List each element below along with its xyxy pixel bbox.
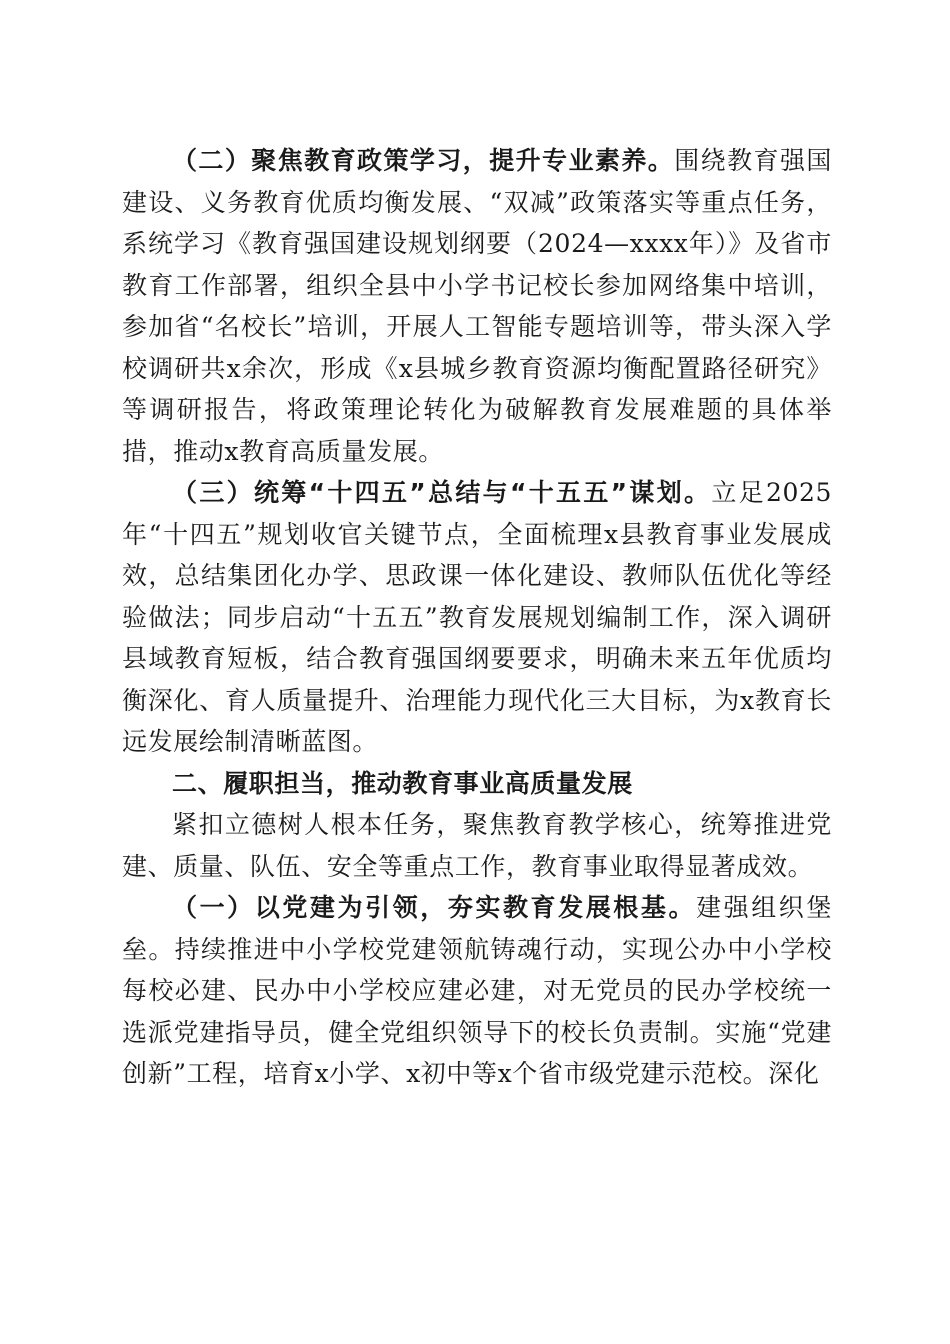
paragraph-body: 立足2025年“十四五”规划收官关键节点，全面梳理x县教育事业发展成效，总结集团化办学、思政课一体化建设、教师队伍优化等经验做法；同步启动“十五五”教育发展规划编制工作，深入调研县域教育短板，结合教育强国纲要要求，明确未来五年优质均衡深化、育人质量提升、治理能力现代化三大目标，为x教育长远发展绘制清晰蓝图。 (122, 478, 832, 756)
document-page (122, 140, 832, 1095)
paragraph-lead: （二）聚焦教育政策学习，提升专业素养。 (172, 146, 675, 175)
paragraph-lead: （三）统筹“十四五”总结与“十五五”谋划。 (172, 478, 712, 507)
paragraph-body: 围绕教育强国建设、义务教育优质均衡发展、“双减”政策落实等重点任务，系统学习《教育强国建设规划纲要（2024—xxxx年）》及省市教育工作部署，组织全县中小学书记校长参加网络集中培训，参加省“名校长”培训，开展人工智能专题培训等，带头深入学校调研共x余次，形成《x县城乡教育资源均衡配置路径研究》等调研报告，将政策理论转化为破解教育发展难题的具体举措，推动x教育高质量发展。 (122, 146, 832, 466)
paragraph-planning (122, 472, 832, 763)
paragraph-lead: （一）以党建为引领，夯实教育发展根基。 (172, 893, 697, 922)
paragraph-body: 建强组织堡垒。持续推进中小学校党建领航铸魂行动，实现公办中小学校每校必建、民办中小学校应建必建，对无党员的民办学校统一选派党建指导员，健全党组织领导下的校长负责制。实施“党建创新”工程，培育x小学、x初中等x个省市级党建示范校。深化 (122, 893, 832, 1088)
section-heading: 二、履职担当，推动教育事业高质量发展 (172, 768, 633, 798)
paragraph-policy-study (122, 140, 832, 472)
section-intro: 紧扣立德树人根本任务，聚焦教育教学核心，统筹推进党建、质量、队伍、安全等重点工作，教育事业取得显著成效。 (122, 810, 832, 881)
paragraph-party-building (122, 887, 832, 1095)
